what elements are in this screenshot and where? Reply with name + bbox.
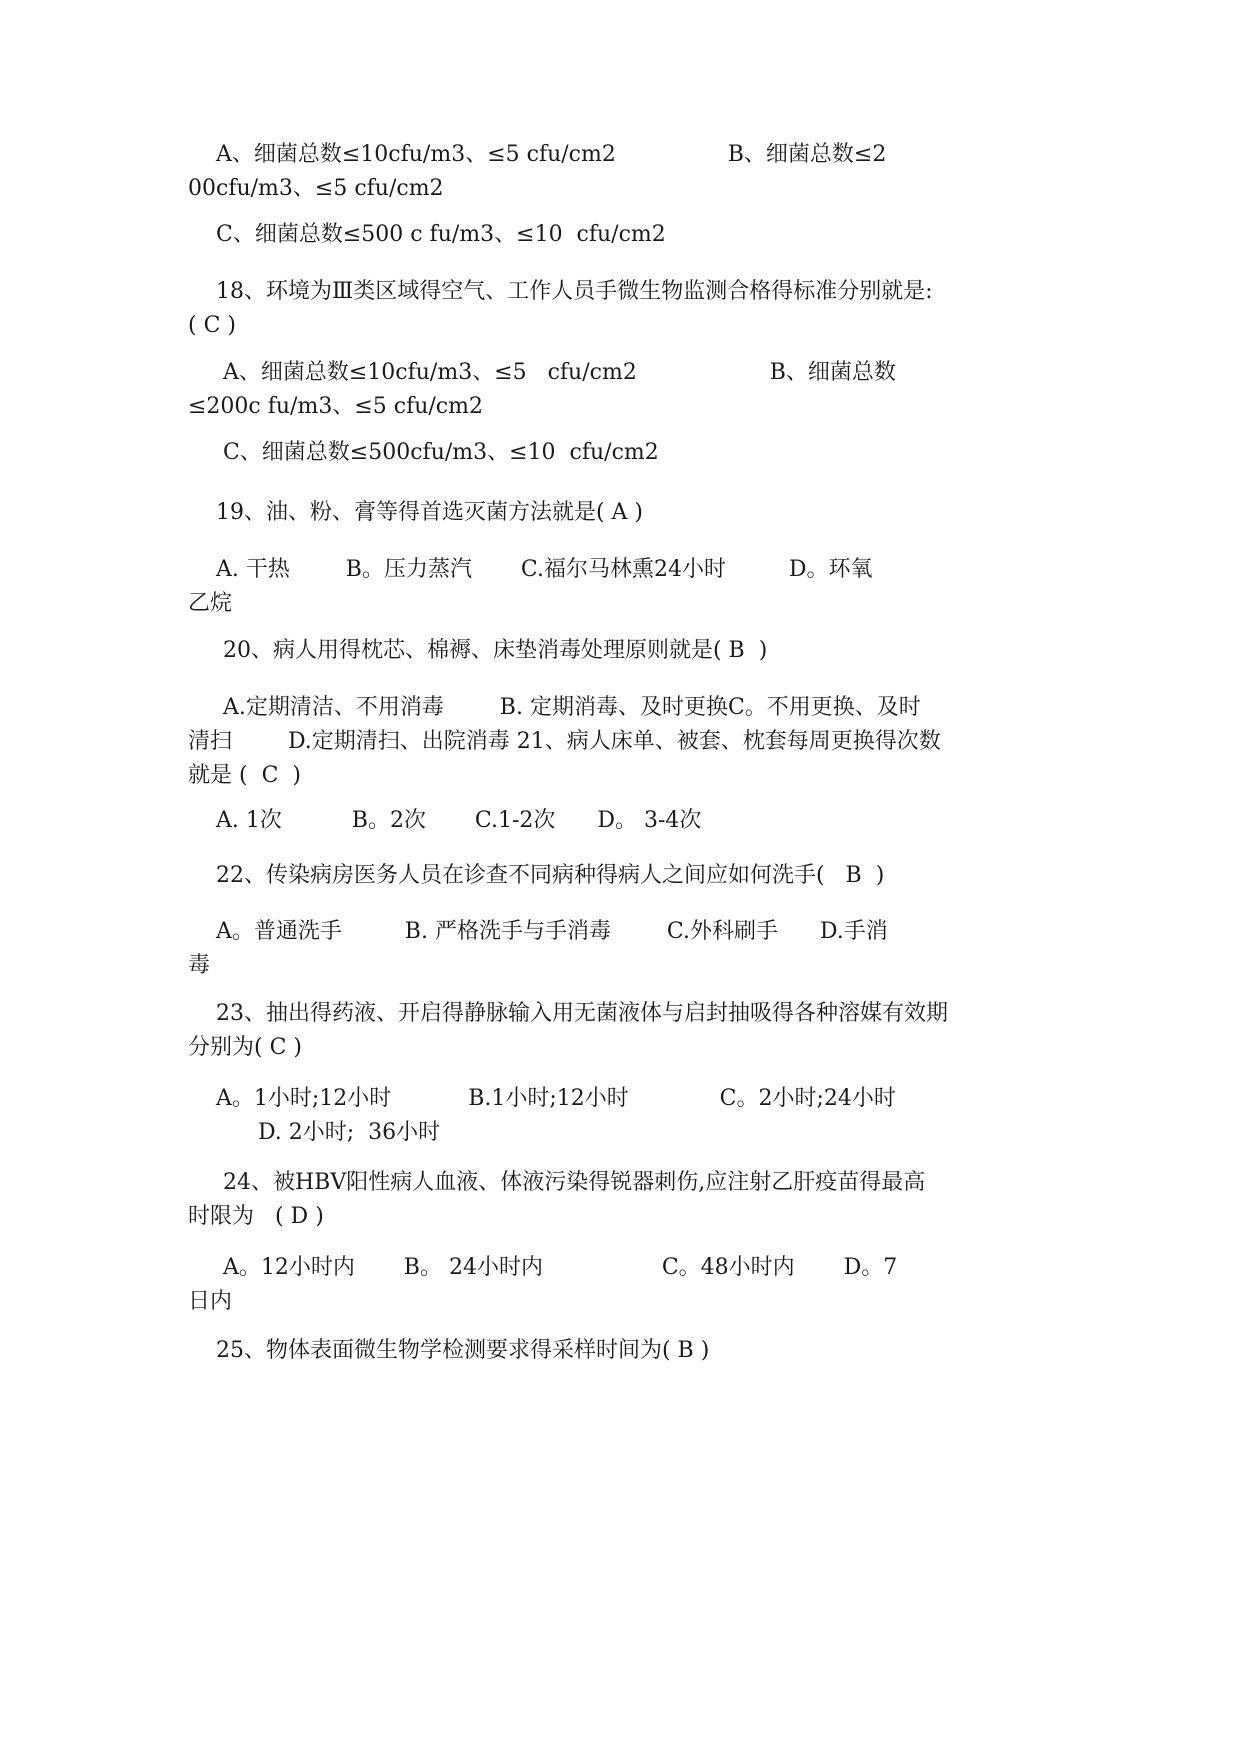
question-20: 20、病人用得枕芯、棉褥、床垫消毒处理原则就是( B )	[188, 638, 768, 663]
option-line-19: A. 干热 B。压力蒸汽 C.福尔马林熏24小时 D。环氧 乙烷	[188, 557, 873, 616]
question-24: 24、被HBV阳性病人血液、体液污染得锐器刺伤,应注射乙肝疫苗得最高 时限为 ( D )	[188, 1170, 926, 1229]
option-line-17ab: A、细菌总数≤10cfu/m3、≤5 cfu/cm2 B、细菌总数≤2 00cfu/m3、≤5 cfu/cm2	[188, 142, 887, 201]
question-25: 25、物体表面微生物学检测要求得采样时间为( B )	[188, 1338, 710, 1363]
question-23: 23、抽出得药液、开启得静脉输入用无菌液体与启封抽吸得各种溶媒有效期 分别为( C )	[188, 1001, 948, 1060]
question-19: 19、油、粉、膏等得首选灭菌方法就是( A )	[188, 500, 644, 525]
option-line-24: A。12小时内 B。 24小时内 C。48小时内 D。7 日内	[188, 1255, 898, 1314]
option-line-17c: C、细菌总数≤500 c fu/m3、≤10 cfu/cm2	[188, 222, 666, 247]
option-line-23: A。1小时;12小时 B.1小时;12小时 C。2小时;24小时 D. 2小时; 36小时	[215, 1086, 896, 1145]
option-line-20-question-21: A.定期清洁、不用消毒 B. 定期消毒、及时更换C。不用更换、及时 清扫 D.定期清扫、出院消毒 21、病人床单、被套、枕套每周更换得次数 就是 ( C )	[188, 695, 941, 788]
question-18: 18、环境为Ⅲ类区域得空气、工作人员手微生物监测合格得标准分别就是: ( C )	[188, 279, 933, 338]
question-22: 22、传染病房医务人员在诊查不同病种得病人之间应如何洗手( B )	[188, 863, 885, 888]
option-line-18c: C、细菌总数≤500cfu/m3、≤10 cfu/cm2	[188, 440, 659, 465]
option-line-22: A。普通洗手 B. 严格洗手与手消毒 C.外科刷手 D.手消 毒	[188, 919, 888, 978]
option-line-21: A. 1次 B。2次 C.1-2次 D。 3-4次	[188, 808, 702, 833]
option-line-18ab: A、细菌总数≤10cfu/m3、≤5 cfu/cm2 B、细菌总数 ≤200c fu/m3、≤5 cfu/cm2	[188, 360, 896, 419]
